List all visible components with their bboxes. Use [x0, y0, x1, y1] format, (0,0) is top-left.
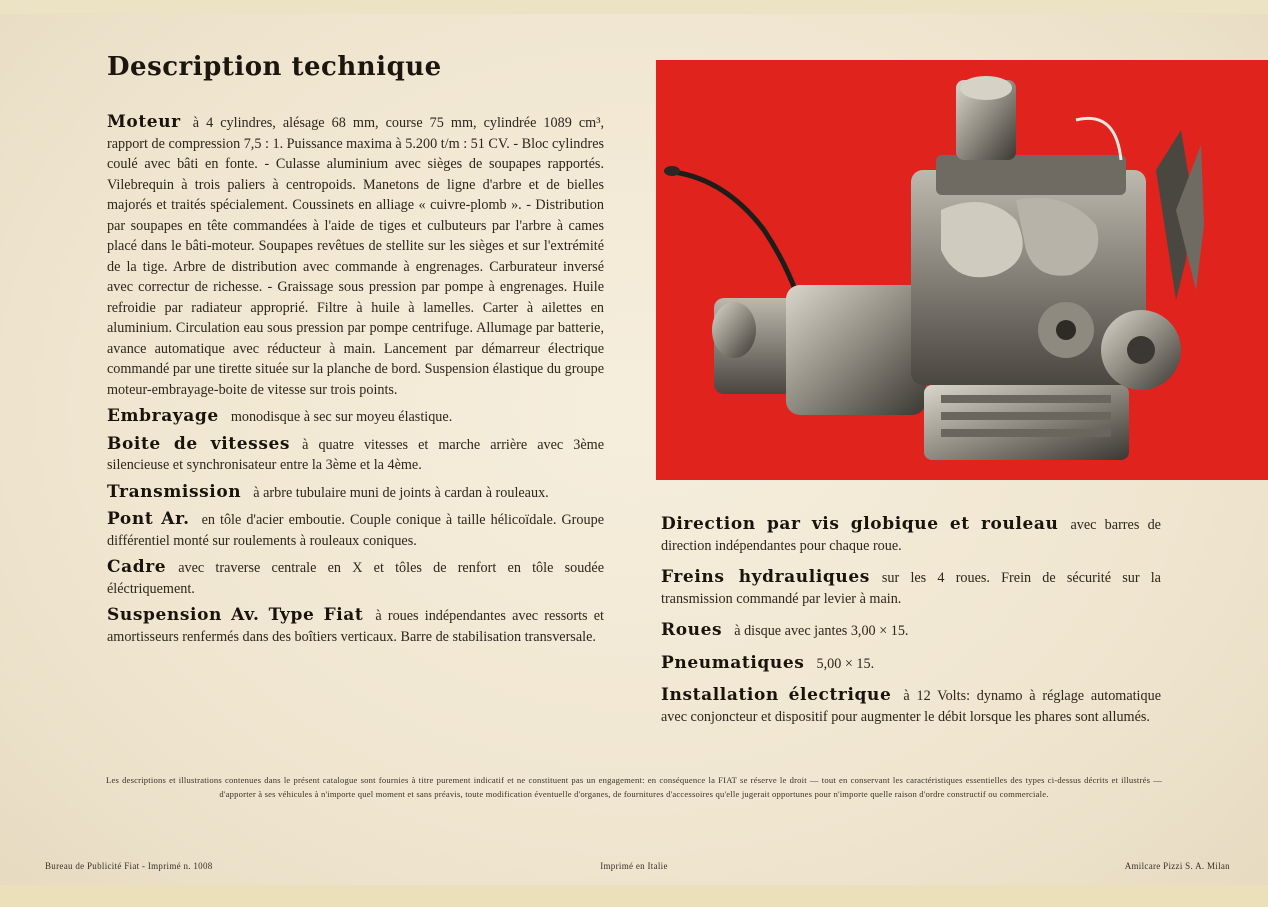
section-text: à quatre vitesses et marche arrière avec 3ème silencieuse et synchronisateur entre la 3ème et la 4ème.: [107, 436, 604, 473]
section-heading: Boite de vitesses: [107, 433, 291, 454]
bottom-edge: [0, 885, 1268, 907]
left-column: [107, 112, 604, 647]
section-freins: [661, 567, 1161, 609]
footer-printed-in: Imprimé en Italie: [600, 861, 668, 871]
section-pont-ar: [107, 509, 604, 551]
section-text: 5,00 × 15.: [816, 655, 875, 672]
section-text: à roues indépendantes avec ressorts et amortisseurs renfermés dans des boîtiers verticaux. Barre de stabilisation transversale.: [107, 608, 604, 645]
section-heading: Moteur: [107, 112, 181, 132]
right-column: [661, 514, 1161, 727]
section-heading: Transmission: [107, 481, 242, 502]
section-text: à 12 Volts: dynamo à réglage automatique avec conjoncteur et dispositif pour augmenter le débit lorsque les phares sont allumés.: [661, 688, 1161, 725]
section-heading: Installation électrique: [661, 685, 892, 705]
section-text: en tôle d'acier emboutie. Couple conique à taille hélicoïdale. Groupe différentiel monté sur roulements à rouleaux coniques.: [107, 512, 604, 549]
section-moteur: [107, 112, 604, 400]
section-text: à disque avec jantes 3,00 × 15.: [734, 623, 909, 639]
section-heading: Pont Ar.: [107, 509, 190, 529]
section-transmission: [107, 482, 604, 504]
footer-printer: Amilcare Pizzi S. A. Milan: [1124, 861, 1230, 871]
section-text: monodisque à sec sur moyeu élastique.: [230, 409, 453, 425]
page-title: Description technique: [107, 52, 442, 82]
section-heading: Cadre: [107, 557, 167, 577]
section-text: à arbre tubulaire muni de joints à cardan à rouleaux.: [253, 484, 549, 501]
section-boite-de-vitesses: [107, 434, 604, 476]
top-edge: [0, 0, 1268, 14]
section-heading: Pneumatiques: [661, 652, 805, 673]
section-text: sur les 4 roues. Frein de sécurité sur la transmission commandé par levier à main.: [661, 570, 1161, 607]
disclaimer-note: Les descriptions et illustrations contenues dans le présent catalogue sont fournies à titre purement indicatif et ne constituent pas un engagement: en conséquence la FIAT se réserve le droit — tout en conservant les caractéristiques essentielles des types ci-dessus décrits et illustrés — d'apporter à ses véhicules à n'importe quel moment et sans préavis, toute modification éventuelle d'organes, de fournitures d'accessoires qu'elle jugerait opportunes pour n'importe quelle raison d'ordre constructif ou commerciale.: [106, 775, 1162, 799]
section-text: avec traverse centrale en X et tôles de renfort en tôle soudée éléctriquement.: [107, 560, 604, 597]
section-embrayage: [107, 406, 604, 428]
section-cadre: [107, 557, 604, 599]
section-heading: Direction par vis globique et rouleau: [661, 514, 1059, 534]
section-heading: Suspension Av. Type Fiat: [107, 605, 364, 625]
engine-photo: [656, 60, 1268, 480]
section-heading: Freins hydrauliques: [661, 567, 870, 587]
footer-publisher: Bureau de Publicité Fiat - Imprimé n. 1008: [45, 861, 213, 871]
section-roues: [661, 620, 1161, 642]
section-heading: Embrayage: [107, 406, 219, 426]
section-pneumatiques: [661, 653, 1161, 675]
section-text: avec barres de direction indépendantes pour chaque roue.: [661, 517, 1161, 554]
section-text: à 4 cylindres, alésage 68 mm, course 75 mm, cylindrée 1089 cm³, rapport de compression 7,5 : 1. Puissance maxima à 5.200 t/m : 51 CV. - Bloc cylindres coulé avec bâti en fonte. - Culasse aluminium avec sièges de soupapes rapportés. Vilebrequin à trois paliers à centropoids. Manetons de ligne d'arbre et de bielles majorés et traités spécialement. Coussinets en alliage « cuivre-plomb ». - Distribution par soupapes en tête commandées à l'aide de tiges et culbuteurs par l'arbre à cames placé dans le bâti-moteur. Soupapes revêtues de stellite sur les sièges et sur l'extrémité de la tige. Arbre de distribution avec commande à engrenages. Carburateur inversé avec correctur de richesse. - Graissage sous pression par pompe à engrenages. Huile refroidie par radiateur approprié. Filtre à huile à lamelles. Carter à ailettes en aluminium. Circulation eau sous pression par pompe centrifuge. Allumage par batterie, avance automatique avec réducteur à main. Lancement par démarreur électrique commandé par une tirette située sur la planche de bord. Suspension élastique du groupe moteur-embrayage-boite de vitesse sur trois points.: [107, 115, 605, 398]
section-installation-electrique: [661, 685, 1161, 727]
section-direction: [661, 514, 1161, 556]
engine-illustration: [656, 60, 1268, 480]
section-heading: Roues: [661, 620, 723, 640]
section-suspension: [107, 605, 604, 647]
